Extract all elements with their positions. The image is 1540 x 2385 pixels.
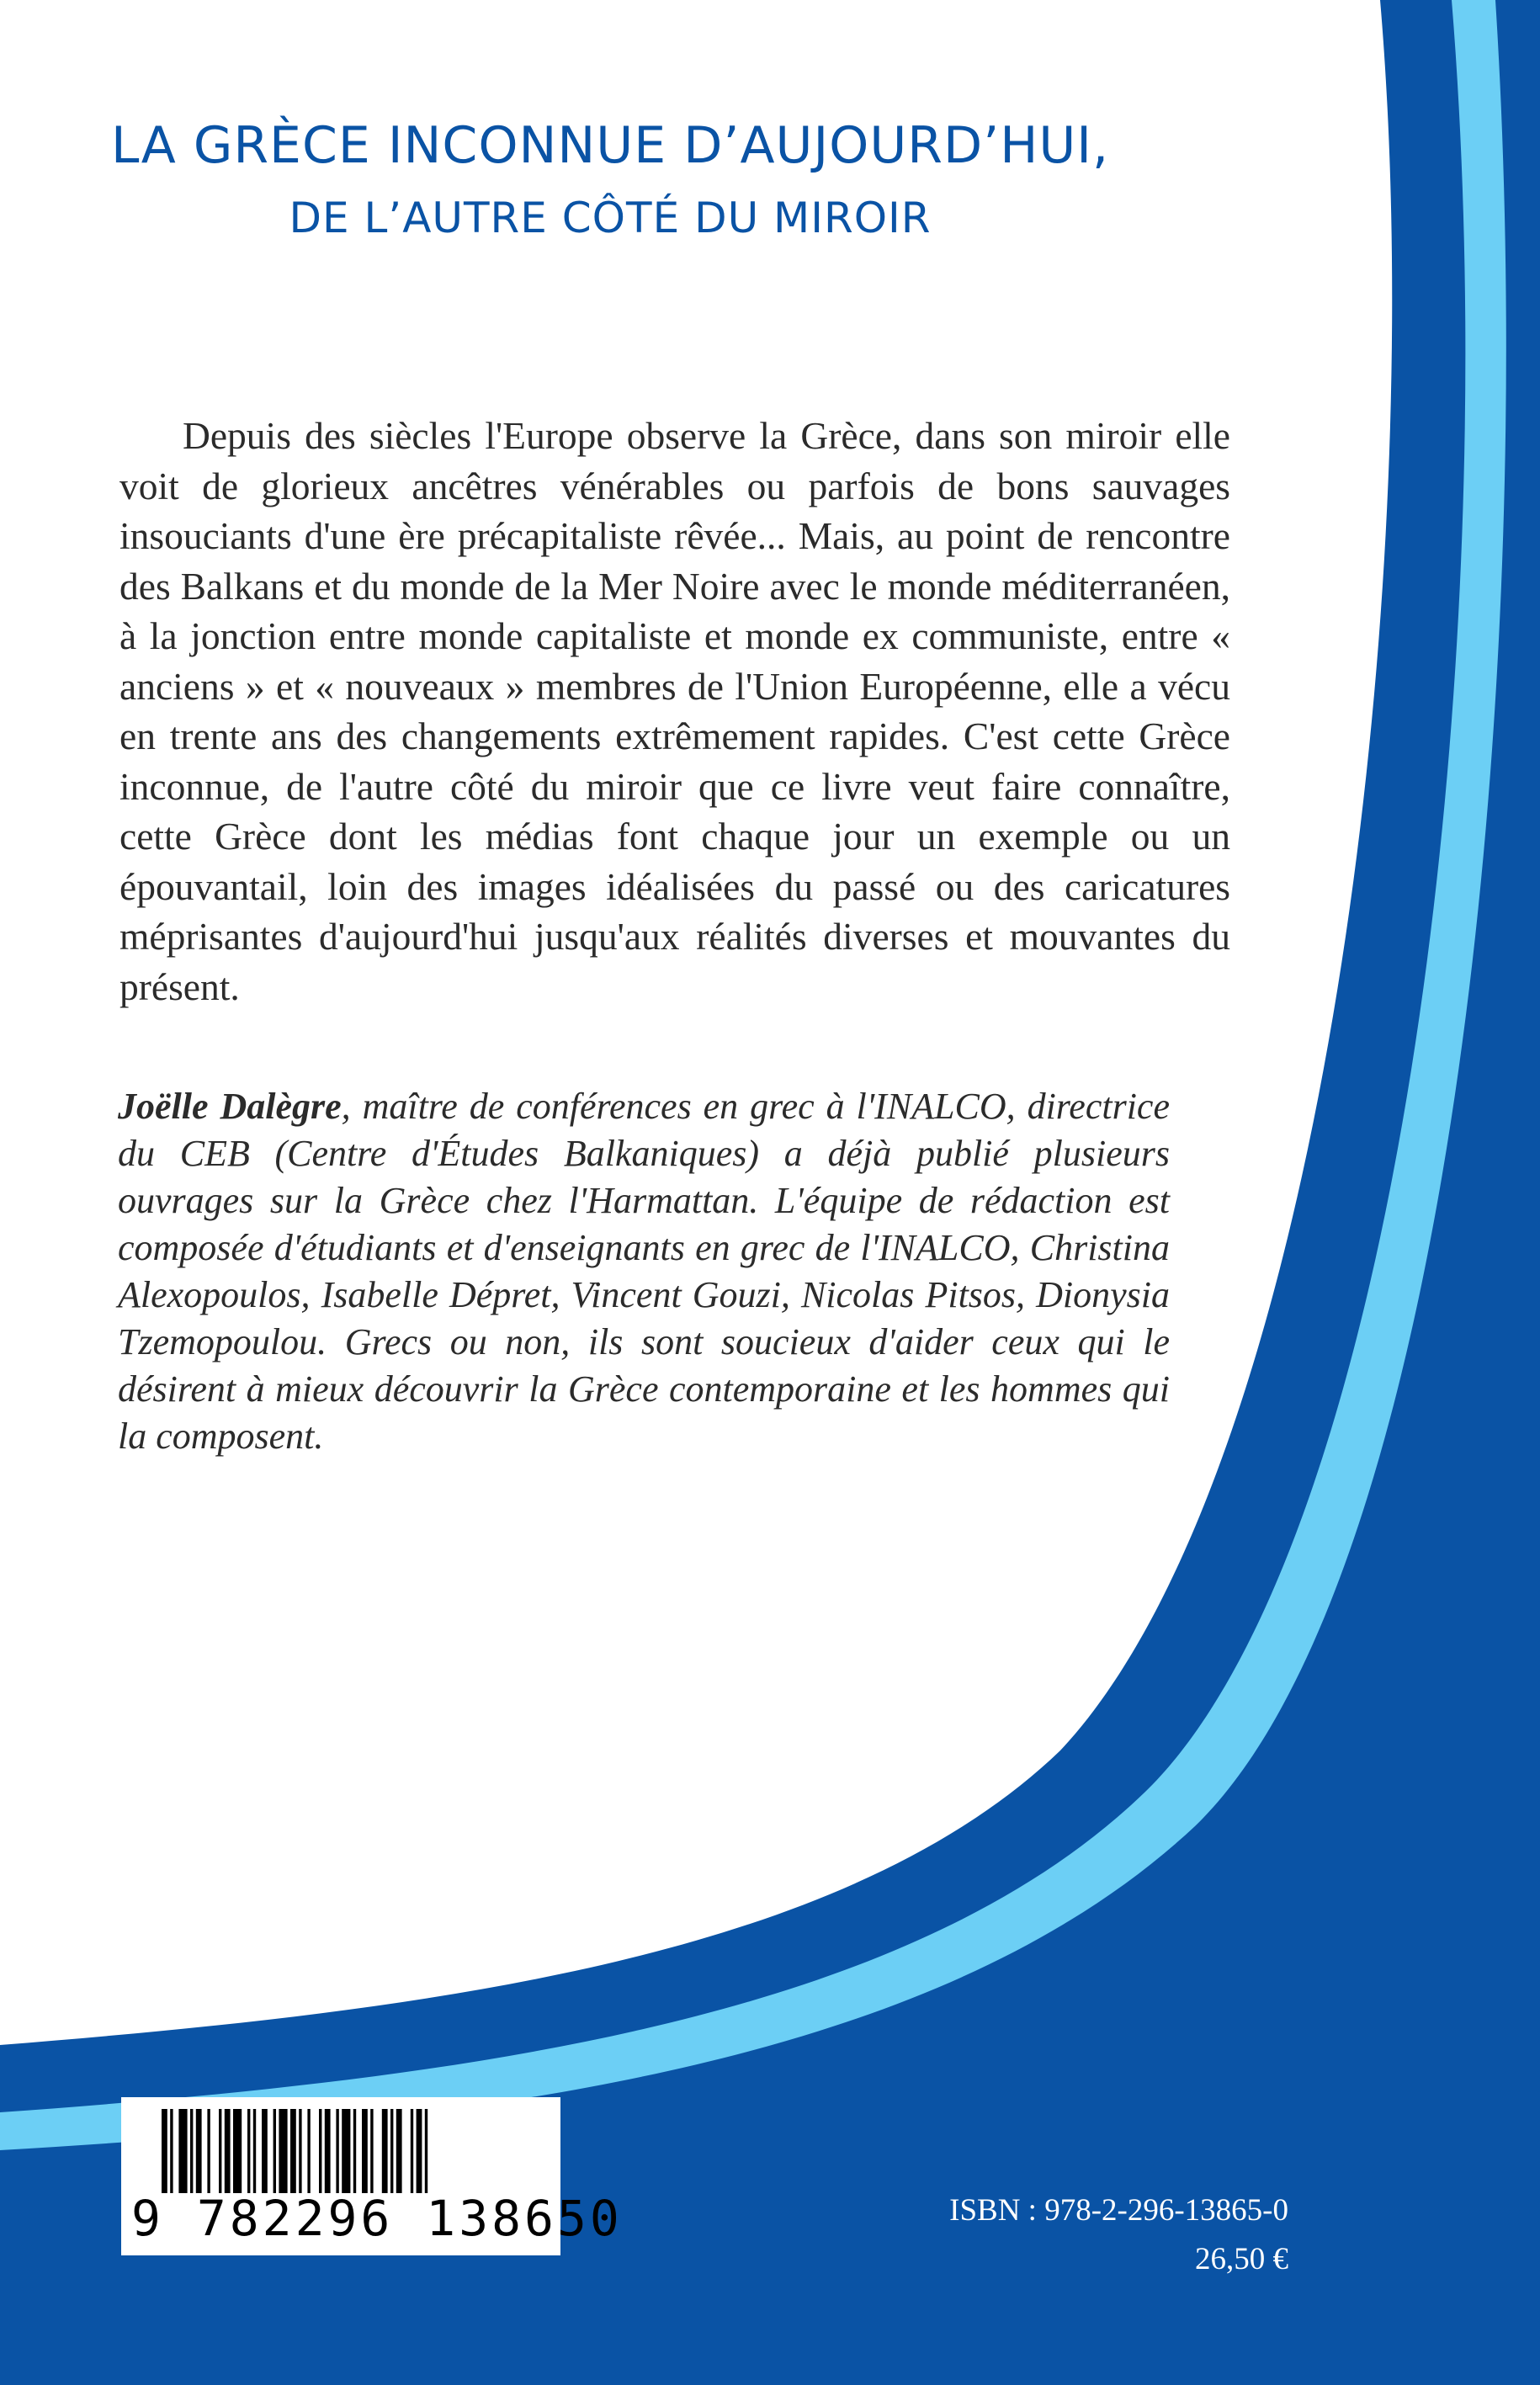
blurb-paragraph: Depuis des siècles l'Europe observe la Grèce, dans son miroir elle voit de glorieux ancêtres vénérables ou parfois de bons sauvages insouciants d'une ère précapitaliste rêvée... Mais, au point de rencontre des Balkans et du monde de la Mer Noire avec le monde méditerranéen, à la jonction entre monde capitaliste et monde ex communiste, entre « anciens » et « nouveaux » membres de l'Union Européenne, elle a vécu en trente ans des changements extrêmement rapides. C'est cette Grèce inconnue, de l'autre côté du miroir que ce livre veut faire connaître, cette Grèce dont les médias font chaque jour un exemple ou un épouvantail, loin des images idéalisées du passé ou des caricatures méprisantes d'aujourd'hui jusqu'aux réalités diverses et mouvantes du présent. — [119, 414, 1230, 1008]
barcode-bar — [273, 2109, 276, 2193]
barcode-bar — [325, 2109, 331, 2193]
barcode-bar — [290, 2109, 296, 2193]
author-bio — [118, 1083, 1170, 1460]
barcode-bar — [225, 2109, 231, 2193]
author-bio-text: , maître de conférences en grec à l'INALCO, directrice du CEB (Centre d'Études Balkaniques) a déjà publié plusieurs ouvrages sur la Grèce chez l'Harmattan. L'équipe de rédaction est composée d'étudiants et d'enseignants en grec de l'INALCO, Christina Alexopoulos, Isabelle Dépret, Vincent Gouzi, Nicolas Pitsos, Dionysia Tzemopoulou. Grecs ou non, ils sont soucieux d'aider ceux qui le désirent à mieux découvrir la Grèce contemporaine et les hommes qui la composent. — [118, 1086, 1170, 1457]
barcode-bar — [233, 2109, 242, 2193]
author-paragraph — [118, 1083, 1170, 1460]
barcode-bar — [162, 2109, 167, 2193]
barcode-bar — [190, 2109, 193, 2193]
author-name: Joëlle Dalègre — [118, 1086, 342, 1127]
barcode-bar — [253, 2109, 256, 2193]
barcode-bar — [207, 2109, 210, 2193]
barcode-bar — [417, 2109, 422, 2193]
barcode-bars — [162, 2109, 523, 2193]
barcode-bar — [299, 2109, 301, 2193]
barcode-bar — [342, 2109, 350, 2193]
blurb-text — [119, 411, 1230, 1012]
price-text: 26,50 € — [1195, 2242, 1288, 2276]
barcode-bar — [353, 2109, 356, 2193]
barcode-bar — [196, 2109, 202, 2193]
isbn-text: ISBN : 978-2-296-13865-0 — [949, 2193, 1288, 2228]
barcode-bar — [425, 2109, 427, 2193]
book-subtitle: DE L’AUTRE CÔTÉ DU MIROIR — [289, 194, 932, 242]
barcode-bar — [396, 2109, 402, 2193]
barcode-bar — [219, 2109, 221, 2193]
barcode-bar — [362, 2109, 368, 2193]
barcode — [121, 2097, 623, 2255]
barcode-bar — [370, 2109, 373, 2193]
barcode-bar — [390, 2109, 393, 2193]
barcode-bar — [382, 2109, 388, 2193]
barcode-bar — [247, 2109, 250, 2193]
barcode-bar — [170, 2109, 173, 2193]
barcode-bar — [279, 2109, 287, 2193]
barcode-bar — [319, 2109, 321, 2193]
barcode-bar — [307, 2109, 310, 2193]
book-title: LA GRÈCE INCONNUE D’AUJOURD’HUI, — [110, 116, 1110, 175]
barcode-bar — [336, 2109, 338, 2193]
barcode-bar — [411, 2109, 413, 2193]
barcode-bar — [178, 2109, 187, 2193]
barcode-digits: 9 782296 138650 — [131, 2190, 623, 2247]
barcode-bar — [262, 2109, 268, 2193]
